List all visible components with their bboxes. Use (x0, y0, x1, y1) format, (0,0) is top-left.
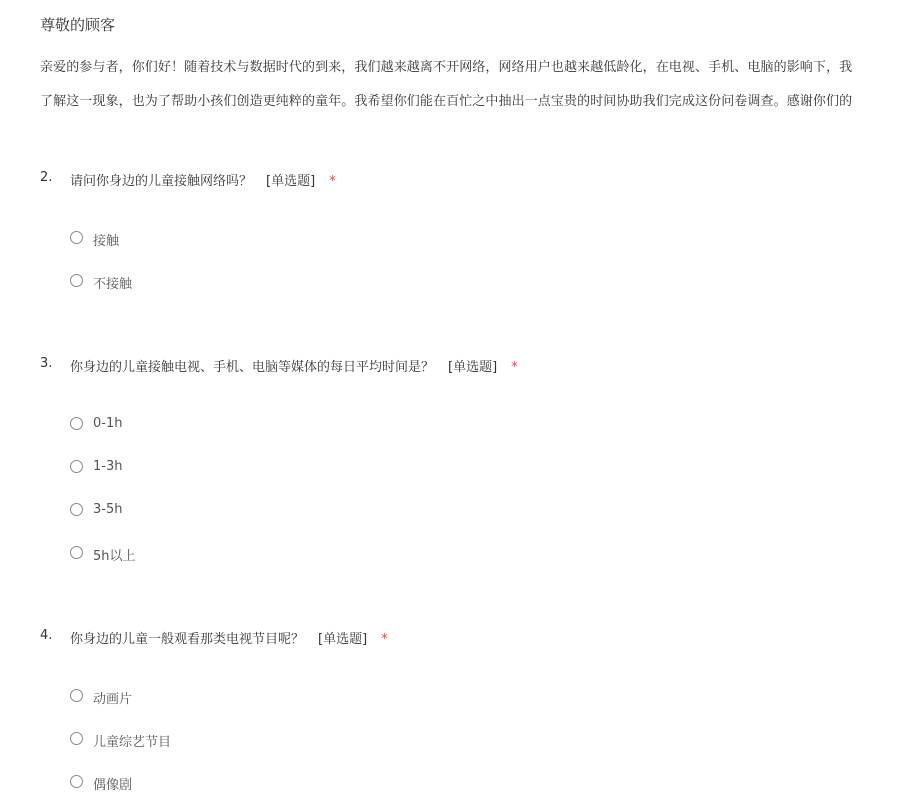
question-text-wrapper (70, 170, 336, 189)
option-label[interactable]: 动画片 (93, 692, 133, 707)
option-list (70, 416, 370, 588)
question-text-wrapper (70, 356, 518, 375)
radio-button[interactable] (70, 732, 83, 745)
radio-button[interactable] (70, 546, 83, 559)
option-idol-drama[interactable] (70, 774, 370, 800)
survey-intro-line-2: 了解这一现象，也为了帮助小孩们创造更纯粹的童年。我希望你们能在百忙之中抽出一点宝贵的时间协助我们完成这份问卷调查。感谢你们的 (40, 94, 853, 109)
option-5h-plus[interactable] (70, 545, 370, 588)
option-label[interactable]: 3-5h (93, 502, 123, 517)
option-kids-variety-show[interactable] (70, 731, 370, 774)
question-text: 你身边的儿童接触电视、手机、电脑等媒体的每日平均时间是？ (70, 360, 435, 375)
question-title (40, 628, 900, 648)
required-mark: * (329, 174, 336, 189)
question-number: 2. (40, 170, 53, 185)
question-number: 3. (40, 356, 53, 371)
question-text: 请问你身边的儿童接触网络吗？ (70, 174, 253, 189)
radio-button[interactable] (70, 274, 83, 287)
survey-greeting: 尊敬的顾客 (40, 16, 116, 34)
option-label[interactable]: 不接触 (93, 277, 133, 292)
option-label[interactable]: 5h以上 (93, 549, 136, 564)
required-mark: * (381, 632, 388, 647)
option-3-5h[interactable] (70, 502, 370, 545)
radio-button[interactable] (70, 775, 83, 788)
question-title (40, 170, 900, 190)
option-cartoon[interactable] (70, 688, 370, 731)
radio-button[interactable] (70, 689, 83, 702)
option-label[interactable]: 1-3h (93, 459, 123, 474)
option-label[interactable]: 接触 (93, 234, 120, 249)
question-4 (40, 628, 900, 793)
option-label[interactable]: 偶像剧 (93, 778, 133, 793)
question-text: 你身边的儿童一般观看那类电视节目呢？ (70, 632, 305, 647)
survey-intro-line-1: 亲爱的参与者，你们好！随着技术与数据时代的到来，我们越来越离不开网络，网络用户也越来越低龄化，在电视、手机、电脑的影响下，我 (40, 60, 853, 75)
question-type-tag: [单选题] (448, 360, 498, 375)
option-label[interactable]: 0-1h (93, 416, 123, 431)
question-type-tag: [单选题] (318, 632, 368, 647)
question-title (40, 356, 900, 376)
option-list (70, 688, 370, 800)
question-text-wrapper (70, 628, 388, 647)
option-no-touch[interactable] (70, 273, 370, 316)
option-1-3h[interactable] (70, 459, 370, 502)
required-mark: * (511, 360, 518, 375)
radio-button[interactable] (70, 503, 83, 516)
option-list (70, 230, 370, 316)
question-number: 4. (40, 628, 53, 643)
radio-button[interactable] (70, 417, 83, 430)
option-touch[interactable] (70, 230, 370, 273)
radio-button[interactable] (70, 231, 83, 244)
question-3 (40, 356, 900, 564)
question-type-tag: [单选题] (266, 174, 316, 189)
option-0-1h[interactable] (70, 416, 370, 459)
option-label[interactable]: 儿童综艺节目 (93, 735, 172, 750)
question-2 (40, 170, 900, 292)
radio-button[interactable] (70, 460, 83, 473)
